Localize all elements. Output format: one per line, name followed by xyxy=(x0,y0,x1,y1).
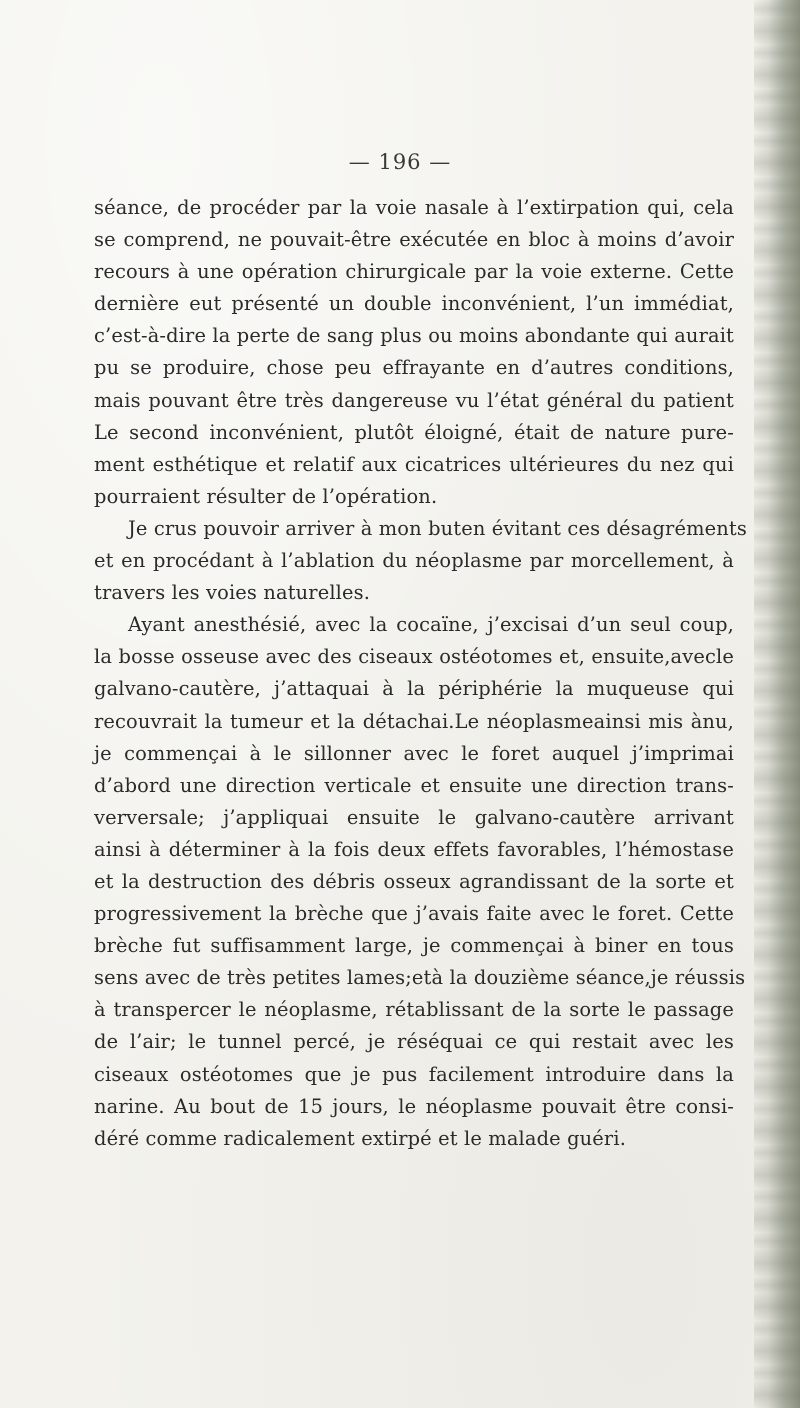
text-line: Le second inconvénient, plutôt éloigné, était de nature pure- xyxy=(94,420,734,444)
binding-edge-shadow xyxy=(754,0,800,1408)
text-line: sens avec de très petites lames;età la douzième séance,je réussis xyxy=(94,966,746,990)
text-line: et la destruction des débris osseux agrandissant de la sorte et xyxy=(94,869,734,893)
text-line: à transpercer le néoplasme, rétablissant de la sorte le passage xyxy=(94,998,734,1022)
paragraph-start-line: Ayant anesthésié, avec la cocaïne, j’excisai d’un seul coup, xyxy=(128,613,734,637)
body-text xyxy=(94,192,747,1155)
page-number: — 196 — xyxy=(348,150,452,174)
text-line: narine. Au bout de 15 jours, le néoplasme pouvait être consi- xyxy=(94,1094,734,1118)
text-line: ainsi à déterminer à la fois deux effets favorables, l’hémostase xyxy=(94,837,734,861)
text-line: dernière eut présenté un double inconvénient, l’un immédiat, xyxy=(94,292,734,316)
text-line: c’est-à-dire la perte de sang plus ou moins abondante qui aurait xyxy=(94,324,734,348)
text-line: mais pouvant être très dangereuse vu l’état général du patient xyxy=(94,388,734,412)
text-line: pourraient résulter de l’opération. xyxy=(94,484,438,508)
text-line: d’abord une direction verticale et ensuite une direction trans- xyxy=(94,773,734,797)
text-line: ment esthétique et relatif aux cicatrices ultérieures du nez qui xyxy=(94,452,734,476)
text-line: se comprend, ne pouvait-être exécutée en bloc à moins d’avoir xyxy=(94,228,734,252)
text-line: recours à une opération chirurgicale par la voie externe. Cette xyxy=(94,260,734,284)
text-line: et en procédant à l’ablation du néoplasme par morcellement, à xyxy=(94,549,734,573)
text-line: séance, de procéder par la voie nasale à l’extirpation qui, cela xyxy=(94,196,734,219)
text-line: ciseaux ostéotomes que je pus facilement introduire dans la xyxy=(94,1062,734,1086)
text-line: brèche fut suffisamment large, je commençai à biner en tous xyxy=(94,934,734,958)
paragraph-start-line: Je crus pouvoir arriver à mon buten évitant ces désagréments xyxy=(128,516,747,540)
text-line: travers les voies naturelles. xyxy=(94,581,371,605)
text-line: de l’air; le tunnel percé, je réséquai ce qui restait avec les xyxy=(94,1030,734,1054)
text-line: galvano-cautère, j’attaquai à la périphérie la muqueuse qui xyxy=(94,677,734,701)
text-line: recouvrait la tumeur et la détachai.Le néoplasmeainsi mis ànu, xyxy=(94,709,734,733)
text-line: la bosse osseuse avec des ciseaux ostéotomes et, ensuite,avecle xyxy=(94,645,734,669)
text-line: déré comme radicalement extirpé et le malade guéri. xyxy=(94,1126,627,1150)
text-line: pu se produire, chose peu effrayante en d’autres conditions, xyxy=(94,356,734,380)
text-line: je commençai à le sillonner avec le foret auquel j’imprimai xyxy=(94,741,734,765)
text-line: progressivement la brèche que j’avais faite avec le foret. Cette xyxy=(94,902,734,926)
text-line: verversale; j’appliquai ensuite le galvano-cautère arrivant xyxy=(94,805,734,829)
